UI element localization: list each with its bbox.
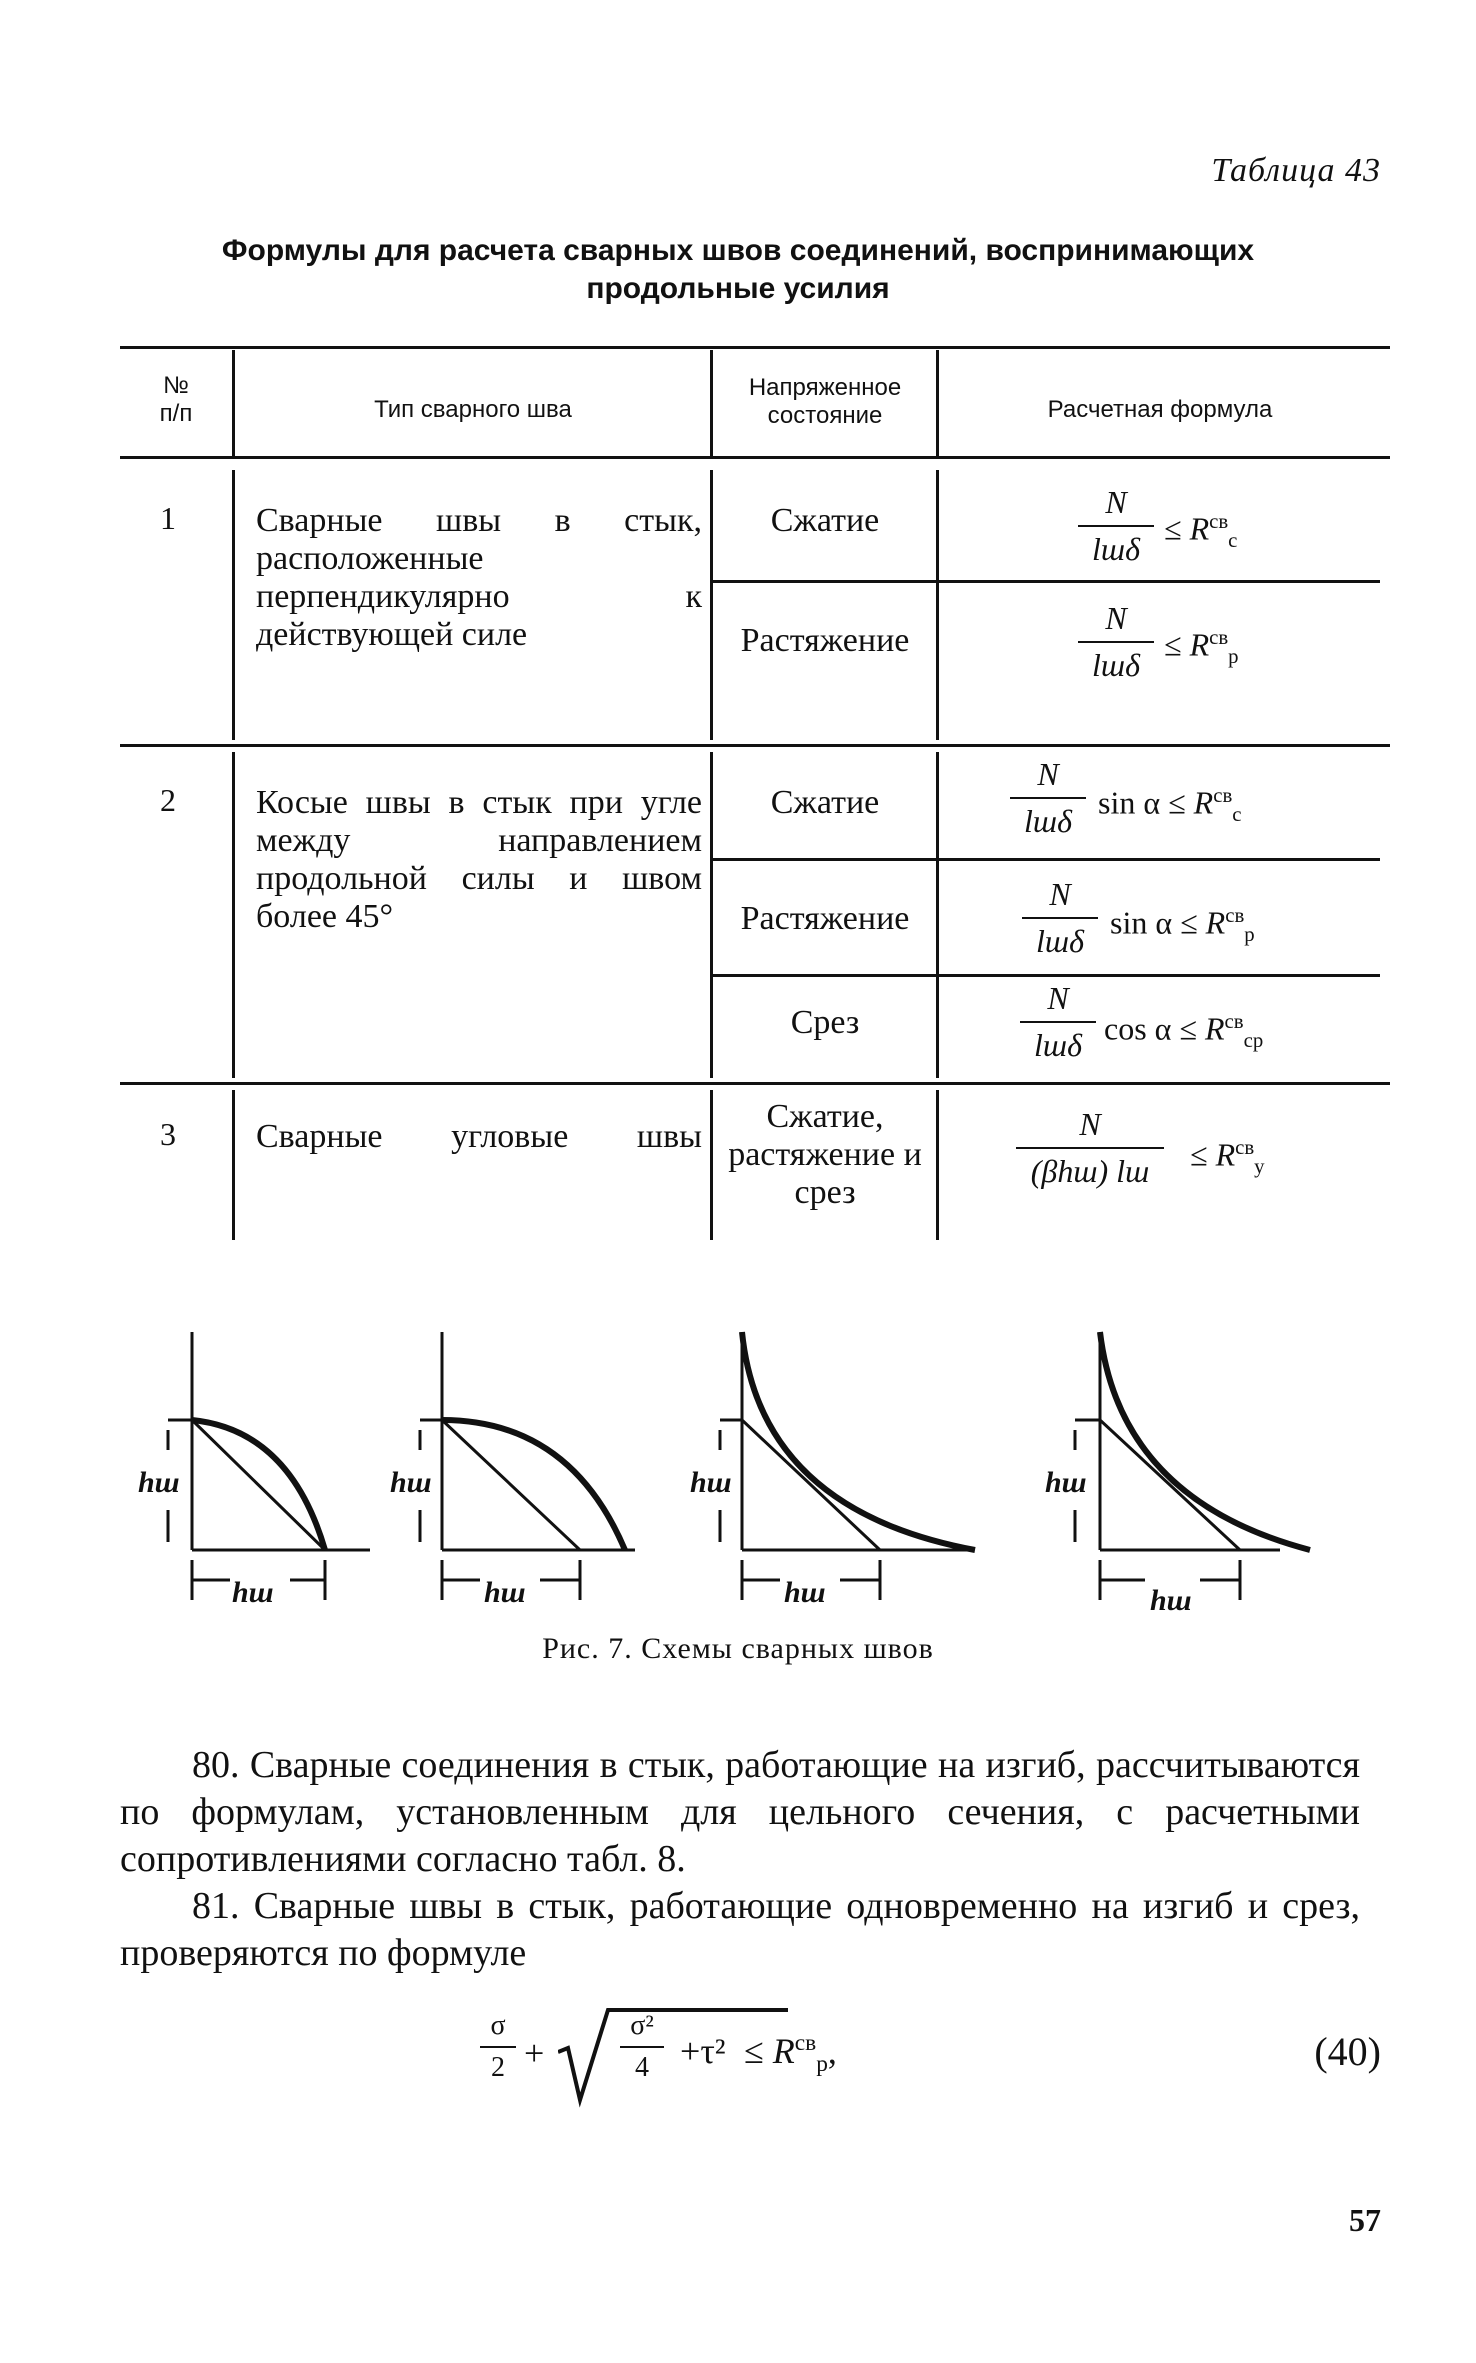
col-divider-1	[232, 350, 235, 456]
paragraph-81: 81. Сварные швы в стык, работающие одновременно на изгиб и срез, проверяются по формуле	[120, 1885, 1360, 1974]
col-divider-3-r1	[936, 470, 939, 740]
col-divider-3-r3	[936, 1090, 939, 1240]
row2-formula-2-rhs: $\sin \alpha \le R^{св}_р$	[1110, 904, 1255, 947]
numerator: N	[1105, 600, 1127, 636]
col-divider-2	[710, 350, 713, 456]
denominator: lшδ	[1092, 531, 1140, 567]
row1-formula-1-fraction	[1078, 484, 1154, 568]
numerator: N	[1047, 980, 1069, 1016]
numerator: N	[1105, 484, 1127, 520]
row2-state-3: Срез	[790, 1004, 860, 1041]
header-state: Напряженное состояние	[748, 374, 902, 429]
col-divider-1-r3	[232, 1090, 235, 1240]
equation-number: (40)	[1314, 2029, 1381, 2074]
denominator: (βhш) lш	[1030, 1153, 1150, 1189]
figure-caption: Рис. 7. Схемы сварных швов	[542, 1632, 934, 1665]
row1-state-2: Растяжение	[740, 622, 910, 659]
row2-sub-rule-2	[712, 974, 1380, 977]
weld-height-label: hш	[1045, 1466, 1087, 1499]
row2-sub-rule-1	[712, 858, 1380, 861]
eq-tau: +τ²	[680, 2031, 726, 2071]
table-header-rule	[120, 456, 1390, 459]
row3-num: 3	[160, 1116, 176, 1152]
numerator: N	[1079, 1106, 1101, 1142]
row1-rule	[120, 744, 1390, 747]
equation-40	[480, 2010, 1040, 2110]
denominator: lшδ	[1034, 1027, 1082, 1063]
col-divider-2-r2	[710, 752, 713, 1078]
weld-leg-label: hш	[232, 1576, 274, 1609]
col-divider-1-r2	[232, 752, 235, 1078]
weld-leg-label: hш	[784, 1576, 826, 1609]
row3-formula-fraction	[1016, 1106, 1164, 1190]
weld-height-label: hш	[138, 1466, 180, 1499]
numerator: N	[1049, 876, 1071, 912]
row1-state-1: Сжатие	[770, 502, 880, 539]
weld-scheme-concave-1	[720, 1332, 975, 1600]
weld-scheme-convex-1	[168, 1332, 370, 1600]
row2-formula-3-fraction	[1020, 980, 1096, 1064]
numerator: N	[1037, 756, 1059, 792]
header-type: Тип сварного шва	[374, 396, 572, 423]
table-top-rule	[120, 346, 1390, 349]
row1-num: 1	[160, 500, 176, 536]
table-title-line2: продольные усилия	[586, 272, 890, 305]
weld-leg-label: hш	[1150, 1584, 1192, 1617]
row2-type: Косые швы в стык при угле между направлением продольной силы и швом более 45°	[256, 784, 702, 935]
page-number: 57	[1349, 2202, 1381, 2238]
weld-schemes-figure	[120, 1310, 1360, 1630]
paragraph-80: 80. Сварные соединения в стык, работающие на изгиб, рассчитываются по формулам, установленным для цельного сечения, с расчетными сопротивлениями согласно табл. 8.	[120, 1744, 1360, 1880]
weld-scheme-concave-2	[1075, 1332, 1310, 1600]
table-title-line1: Формулы для расчета сварных швов соединений, воспринимающих	[221, 234, 1255, 267]
row1-formula-2-fraction	[1078, 600, 1154, 684]
table-label: Таблица 43	[1211, 152, 1381, 189]
weld-height-label: hш	[690, 1466, 732, 1499]
row2-formula-1-fraction	[1010, 756, 1086, 840]
row1-formula-1-rhs: ≤ $R^{св}_с$	[1164, 510, 1238, 553]
col-divider-3-r2	[936, 752, 939, 1078]
row2-state-2: Растяжение	[740, 900, 910, 937]
row1-formula-2-rhs: ≤ $R^{св}_р$	[1164, 626, 1239, 669]
table-title	[0, 232, 1476, 308]
denominator: lшδ	[1024, 803, 1072, 839]
row1-sub-rule	[712, 580, 1380, 583]
row3-state-1: Сжатие, растяжение и срез	[728, 1098, 922, 1211]
row2-num: 2	[160, 782, 176, 818]
weld-scheme-convex-2	[420, 1332, 635, 1600]
eq-plus: +	[524, 2033, 545, 2073]
header-formula: Расчетная формула	[1047, 396, 1273, 423]
denominator: lшδ	[1092, 647, 1140, 683]
col-divider-3	[936, 350, 939, 456]
eq-fraction-sigma-2: σ 2	[480, 2010, 516, 2084]
col-divider-2-r3	[710, 1090, 713, 1240]
row2-formula-3-rhs: $\cos \alpha \le R^{св}_{ср}$	[1104, 1010, 1264, 1053]
col-divider-1-r1	[232, 470, 235, 740]
eq-fraction-sigma2-4: σ² 4	[620, 2010, 664, 2084]
col-divider-2-r1	[710, 470, 713, 740]
header-num: № п/п	[159, 372, 193, 427]
row2-rule	[120, 1082, 1390, 1085]
denominator: lшδ	[1036, 923, 1084, 959]
row2-state-1: Сжатие	[770, 784, 880, 821]
row2-formula-2-fraction	[1022, 876, 1098, 960]
weld-height-label: hш	[390, 1466, 432, 1499]
row3-formula-rhs: ≤ $R^{св}_у$	[1190, 1136, 1265, 1179]
weld-leg-label: hш	[484, 1576, 526, 1609]
row3-type: Сварные угловые швы	[256, 1118, 702, 1155]
row2-formula-1-rhs: $\sin \alpha \le R^{св}_с$	[1098, 784, 1242, 827]
row1-type: Сварные швы в стык, расположенные перпендикулярно к действующей силе	[256, 502, 702, 653]
eq-rhs: ≤ $R^{св}_р$,	[744, 2030, 837, 2078]
